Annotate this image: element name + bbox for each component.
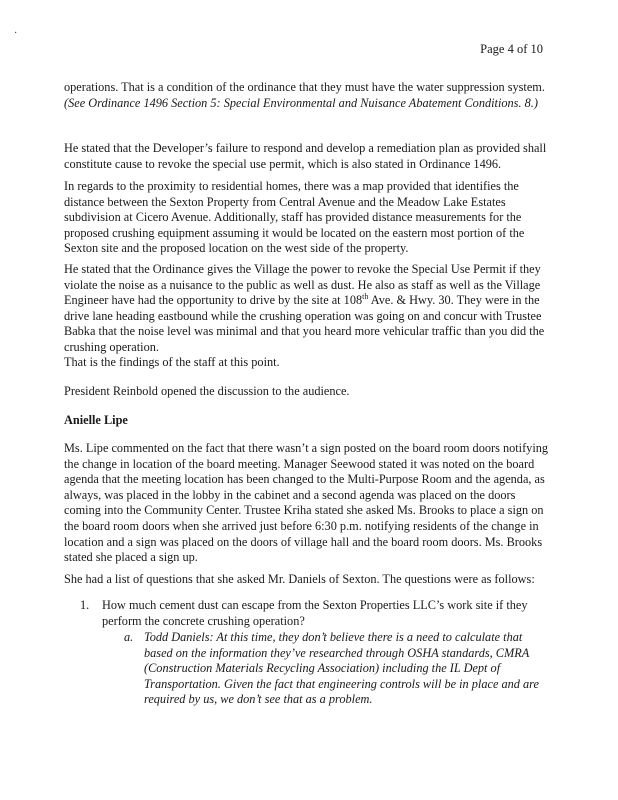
paragraph-findings: That is the findings of the staff at this point. <box>64 355 280 369</box>
answer-text: Todd Daniels: At this time, they don’t believe there is a need to calculate that based on the information they’ve researched through OSHA standards, CMRA (Construction Materials Recycling Association) including the IL Dept of Transportation. Given the fact that engineering controls will be in place and are required by us, we don’t see that as a problem. <box>144 630 539 707</box>
paragraph-sign-posting: Ms. Lipe commented on the fact that there wasn’t a sign posted on the board room doors notifying the change in location of the board meeting. Manager Seewood stated it was noted on the board agenda that the meeting location has been changed to the Multi-Purpose Room and the agenda, as always, was placed in the lobby in the cabinet and a second agenda was placed on the doors coming into the Community Center. Trustee Kriha stated she asked Ms. Brooks to place a sign on the board room doors when she arrived just before 6:30 p.m. notifying residents of the change in location and a sign was placed on the doors of village hall and the board room doors. Ms. Brooks stated she placed a sign up. <box>64 441 549 565</box>
answer-letter: a. <box>124 630 134 644</box>
paragraph-proximity: In regards to the proximity to residential homes, there was a map provided that identifies the distance between the Sexton Property from Central Avenue and the Meadow Lake Estates subdivision at Cicero Avenue. Additionally, staff has provided distance measurements for the proposed crushing equipment assuming it would be located on the eastern most portion of the Sexton site and the proposed location on the west side of the property. <box>64 179 525 256</box>
paragraph-remediation: He stated that the Developer’s failure to respond and develop a remediation plan as provided shall constitute cause to revoke the special use permit, which is also stated in Ordinance 1496. <box>64 141 547 171</box>
corner-mark: · <box>14 28 18 39</box>
paragraph-questions-intro: She had a list of questions that she asked Mr. Daniels of Sexton. The questions were as follows: <box>64 572 535 586</box>
list-number: 1. <box>80 598 90 612</box>
paragraph-text: He stated that the Ordinance gives the Village the power to revoke the Special Use Permit if they violate the noise as a nuisance to the public as well as dust. He also as staff as well as the Village Engineer have had the opportunity to drive by the site at 108 <box>64 262 541 308</box>
paragraph-discussion: President Reinbold opened the discussion to the audience. <box>64 384 350 398</box>
paragraph-noise <box>64 262 550 356</box>
answer-item <box>124 630 544 708</box>
question-text: How much cement dust can escape from the Sexton Properties LLC’s work site if they perform the concrete crushing operation? <box>102 598 528 628</box>
page-number: Page 4 of 10 <box>480 42 543 56</box>
paragraph-text: operations. That is a condition of the ordinance that they must have the water suppression system. <box>64 80 545 94</box>
list-item <box>80 598 550 629</box>
ordinal-suffix: th <box>362 292 369 302</box>
paragraph-text: Ave. & Hwy. 30. They were in the drive lane heading eastbound while the crushing operation was going on and concur with Trustee Babka that the noise level was minimal and that you heard more vehicular traffic than you did the crushing operation. <box>64 293 545 354</box>
ordinance-citation: (See Ordinance 1496 Section 5: Special Environmental and Nuisance Abatement Conditions. 8.) <box>64 95 538 110</box>
paragraph-water-suppression <box>64 80 550 111</box>
speaker-heading: Anielle Lipe <box>64 413 128 427</box>
